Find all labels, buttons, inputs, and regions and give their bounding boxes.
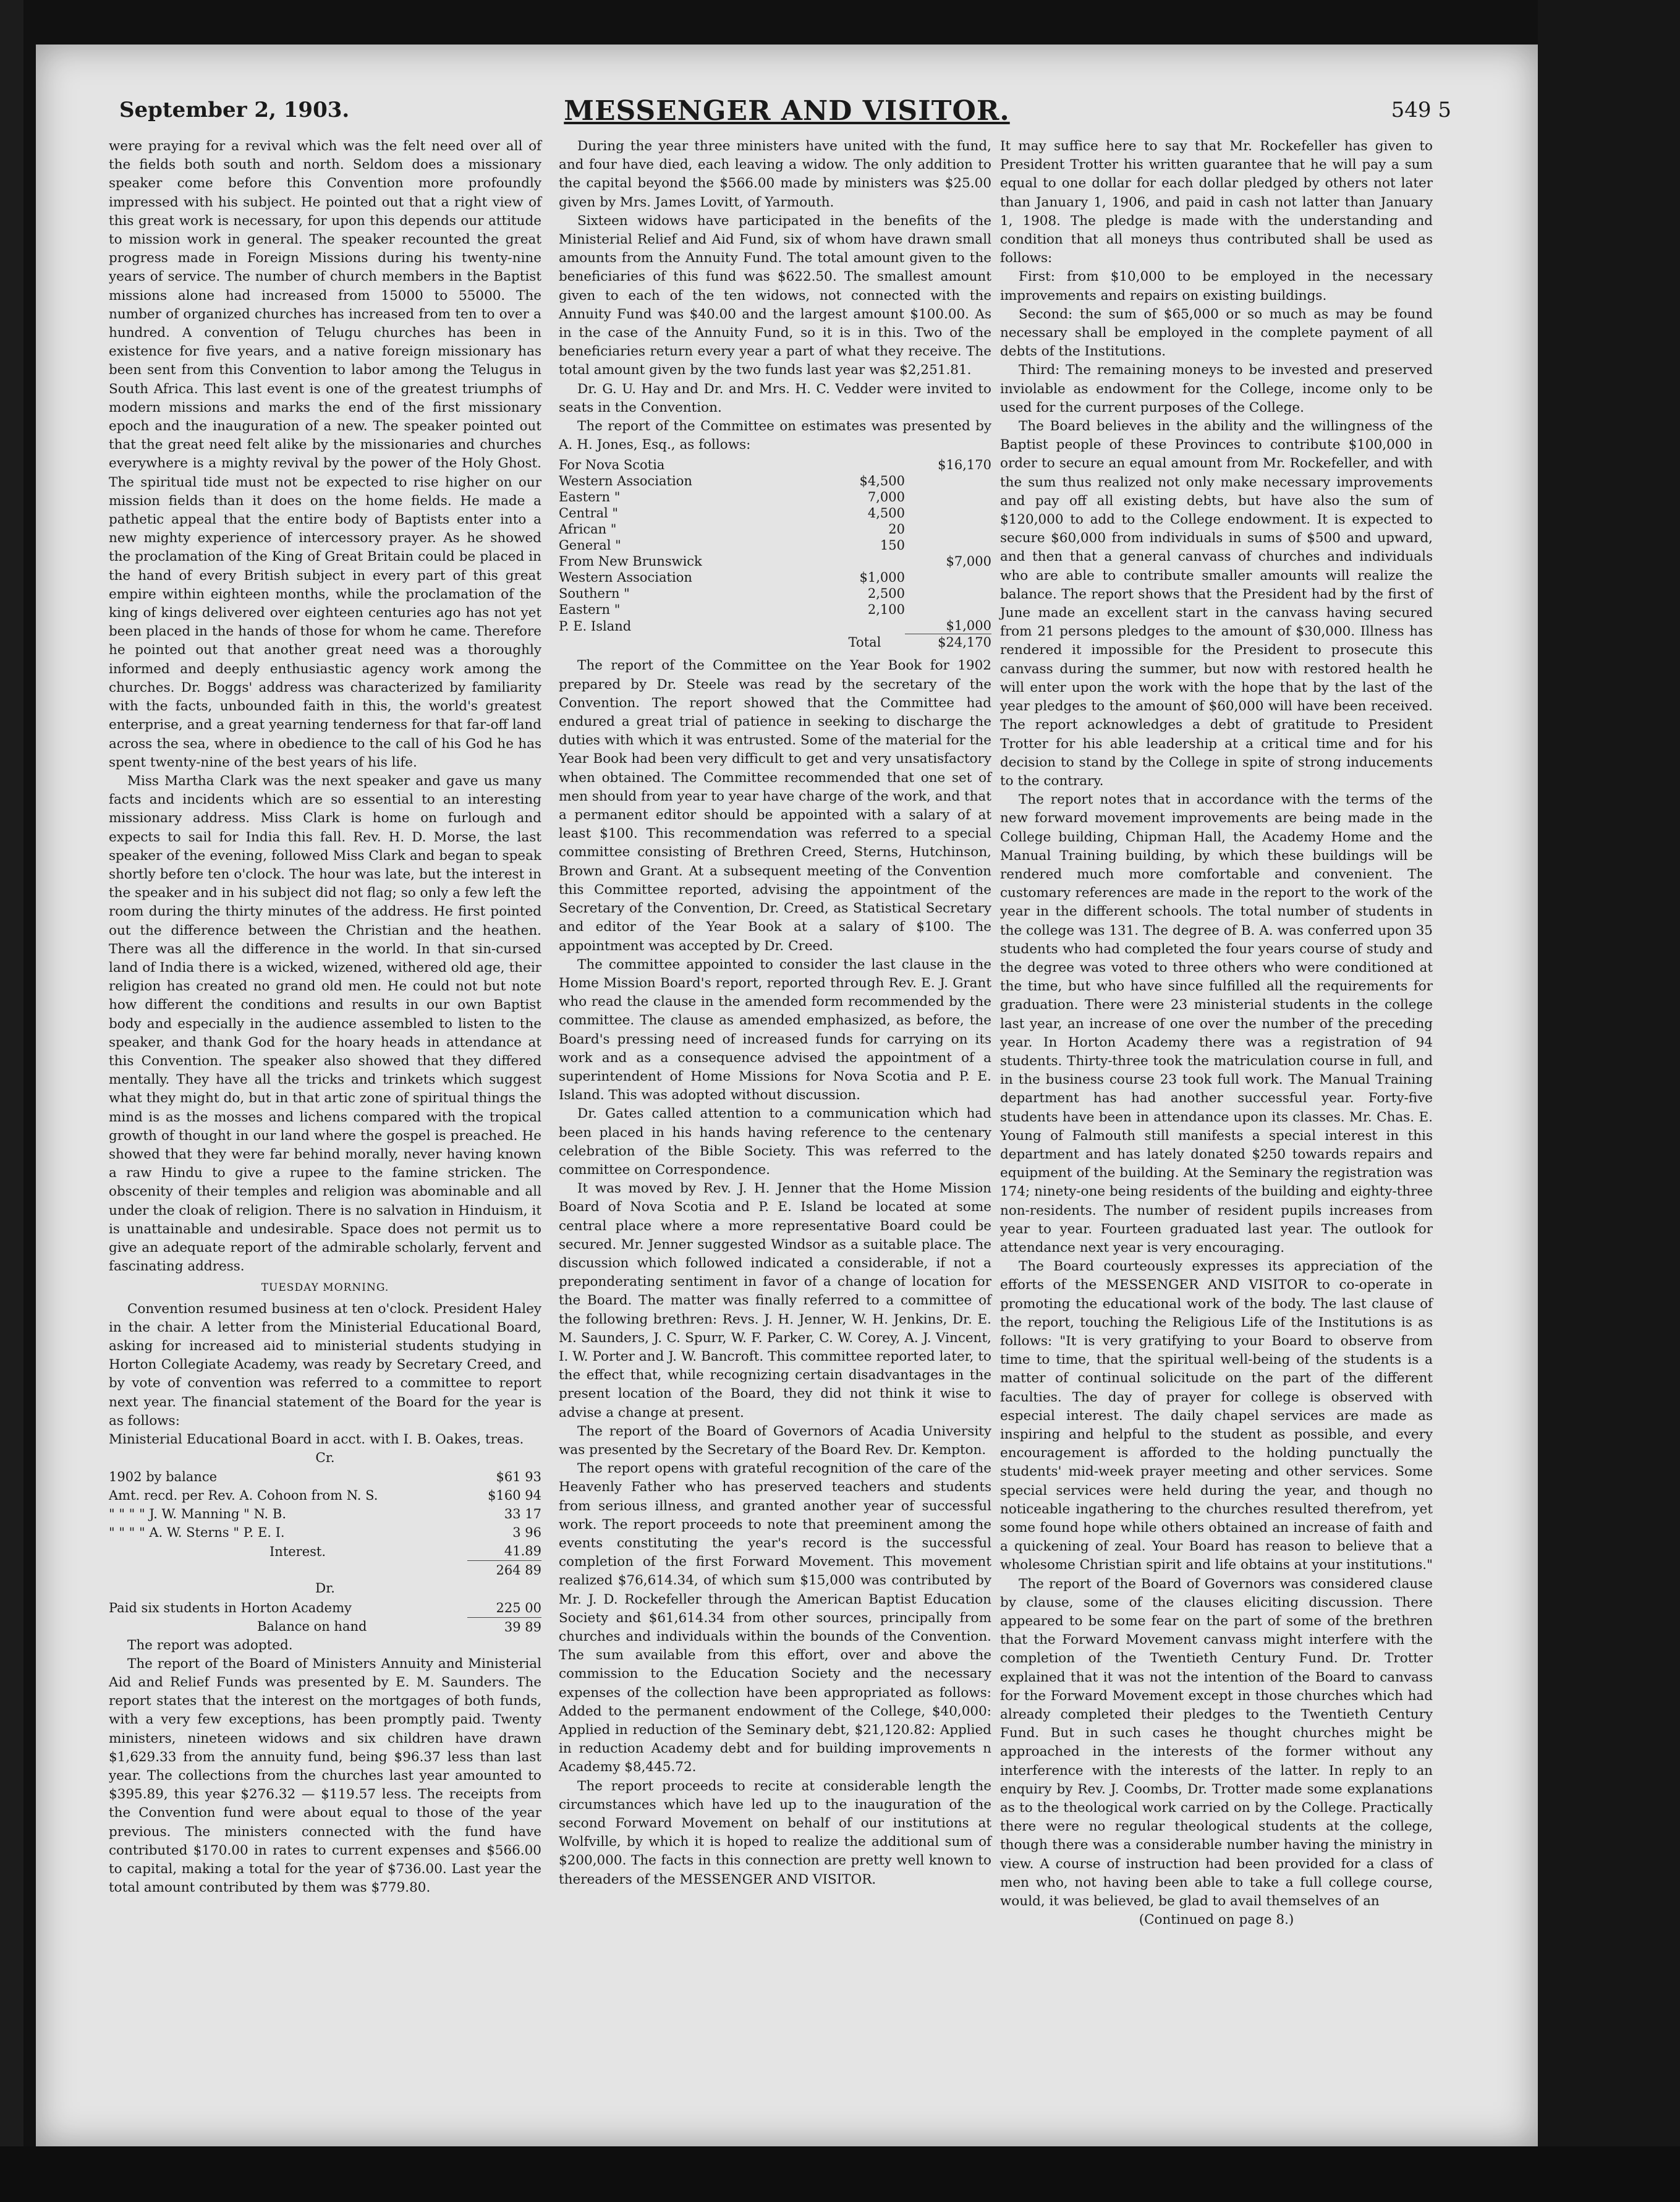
paragraph: The committee appointed to consider the last clause in the Home Mission Board's report, reported through Rev. E. J. Grant who read the clause in the amended form recommended by the committee. The clause as amended emphasized, as before, the Board's pressing need of increased funds for carrying on its work and as a consequence advised the appointment of a superintendent of Home Missions for Nova Scotia and P. E. Island. This was adopted without discussion. bbox=[559, 956, 991, 1103]
column-3 bbox=[1000, 137, 1433, 1930]
debit-heading: Dr. bbox=[315, 1581, 335, 1597]
table-row: African " 20 bbox=[559, 522, 905, 537]
paragraph: It was moved by Rev. J. H. Jenner that the Home Mission Board of Nova Scotia and P. E. Island be located at some central place where a more representative Board could be secured. Mr. Jenner suggested Windsor as a suitable place. The discussion which followed indicated a considerable, if not a preponderating sentiment in favor of a change of location for the Board. The matter was finally referred to a committee of the following brethren: Revs. J. H. Jenner, W. H. Jenkins, Dr. E. M. Saunders, J. C. Spurr, W. F. Parker, C. W. Corey, A. J. Vincent, I. W. Porter and J. W. Bancroft. This committee reported later, to the effect that, while recognizing certain disadvantages in the present location of the Board, they did not think it wise to advise a change at present. bbox=[559, 1181, 991, 1421]
paragraph: The report opens with grateful recognition of the care of the Heavenly Father who has preserved teachers and students from serious illness, and granted another year of successful work. The report proceeds to note that preeminent among the events constituting the year's record is the successful completion of the first Forward Movement. This movement realized $76,614.34, of which sum $15,000 was contributed by Mr. J. D. Rockefeller through the American Baptist Education Society and $61,614.34 from other sources, principally from churches and individuals within the bounds of the Convention. The sum available from this effort, over and above the commission to the Education Society and the necessary expenses of the collection have been appropriated as follows: Added to the permanent endowment of the College, $40,000: Applied in reduction of the Seminary debt, $21,120.82: Applied in reduction Academy debt and for building improvements n Academy $8,445.72. bbox=[559, 1461, 991, 1775]
table-row: Interest. 41.89 bbox=[269, 1544, 541, 1559]
estimates-table bbox=[559, 457, 991, 650]
paragraph: Second: the sum of $65,000 or so much as may be found necessary shall be employed in the complete payment of all debts of the Institutions. bbox=[1000, 306, 1433, 360]
credit-heading: Cr. bbox=[315, 1450, 335, 1466]
table-row: Total $24,170 bbox=[848, 635, 991, 650]
table-row: Paid six students in Horton Academy 225 00 bbox=[109, 1599, 541, 1618]
paragraph: The report of the Board of Governors of Acadia University was presented by the Secretary of the Board Rev. Dr. Kempton. bbox=[559, 1423, 991, 1458]
paragraph: During the year three ministers have united with the fund, and four have died, each leaving a widow. The only addition to the capital beyond the $566.00 made by ministers was $25.00 given by Mrs. James Lovitt, of Yarmouth. bbox=[559, 138, 991, 210]
masthead-title: MESSENGER AND VISITOR. bbox=[564, 95, 1010, 127]
table-row: 1902 by balance $61 93 bbox=[109, 1469, 541, 1485]
paragraph: The report notes that in accordance with the terms of the new forward movement improvements are being made in the College building, Chipman Hall, the Academy Home and the Manual Training building, by which these buildings will be rendered much more comfortable and convenient. The customary references are made in the report to the work of the year in the different schools. The total number of students in the college was 131. The degree of B. A. was conferred upon 35 students who had completed the four years course of study and the degree was voted to three others who were conditioned at the time, but who have since fulfilled all the requirements for graduation. There were 23 ministerial students in the college last year, an increase of one over the number of the preceding year. In Horton Academy there was a registration of 94 students. Thirty-three took the matriculation course in full, and in the business course 23 took full work. The Manual Training department has had another successful year. Forty-five students have been in attendance upon its classes. Mr. Chas. E. Young of Falmouth still manifests a special interest in this department and has lately donated $250 towards repairs and equipment of the building. At the Seminary the registration was 174; ninety-one being residents of the building and eighty-three non-residents. The number of resident pupils increases from year to year. Fourteen graduated last year. The outlook for attendance next year is very encouraging. bbox=[1000, 792, 1433, 1256]
paragraph: The report of the Board of Ministers Annuity and Ministerial Aid and Relief Funds was presented by E. M. Saunders. The report states that the interest on the mortgages of both funds, with a very few exceptions, has been promptly paid. Twenty ministers, nineteen widows and six children have drawn $1,629.33 from the annuity fund, being $96.37 less than last year. The collections from the churches last year amounted to $395.89, this year $276.32 — $119.57 less. The receipts from the Convention fund were about equal to those of the year previous. The ministers connected with the fund have contributed $170.00 in rates to current expenses and $566.00 to capital, making a total for the year of $736.00. Last year the total amount contributed by them was $779.80. bbox=[109, 1656, 541, 1896]
table-row: Amt. recd. per Rev. A. Cohoon from N. S. $160 94 bbox=[109, 1488, 541, 1503]
paragraph: Sixteen widows have participated in the benefits of the Ministerial Relief and Aid Fund, six of whom have drawn small amounts from the Annuity Fund. The total amount given to the beneficiaries of this fund was $622.50. The smallest amount given to each of the ten widows, not connected with the Annuity Fund was $40.00 and the largest amount $100.00. As in the case of the Annuity Fund, so it is in this. Two of the beneficiaries return every year a part of what they receive. The total amount given by the two funds last year was $2,251.81. bbox=[559, 213, 991, 378]
table-row: For Nova Scotia $16,170 bbox=[559, 457, 991, 473]
column-2 bbox=[559, 137, 991, 1889]
table-row: Balance on hand 39 89 bbox=[257, 1619, 541, 1634]
paragraph: It may suffice here to say that Mr. Rockefeller has given to President Trotter his written guarantee that he will pay a sum equal to one dollar for each dollar pledged by others not later than January 1, 1906, and paid in cash not latter than January 1, 1908. The pledge is made with the understanding and condition that all moneys thus contributed shall be used as follows: bbox=[1000, 138, 1433, 266]
paragraph: Third: The remaining moneys to be invested and preserved inviolable as endowment for the College, income only to be used for the current purposes of the College. bbox=[1000, 362, 1433, 415]
paragraph: The Board believes in the ability and the willingness of the Baptist people of these Provinces to contribute $100,000 in order to secure an equal amount from Mr. Rockefeller, and with the sum thus realized not only make necessary improvements and pay off all existing debts, but have also the sum of $120,000 to add to the College endowment. It is expected to secure $60,000 from individuals in sums of $500 and upward, and then that a general canvass of churches and individuals who are able to contribute smaller amounts will realize the balance. The report shows that the President had by the first of June made an excellent start in the canvass having secured from 21 persons pledges to the amount of $30,000. Illness has rendered it impossible for the President to prosecute this canvass during the summer, but now with restored health he will enter upon the work with the hope that by the last of the year pledges to the amount of $60,000 will have been received. The report acknowledges a debt of gratitude to President Trotter for his able leadership at a critical time and for his decision to stand by the College in spite of strong inducements to the contrary. bbox=[1000, 419, 1433, 789]
issue-date: September 2, 1903. bbox=[119, 98, 350, 122]
table-row: 264 89 bbox=[109, 1561, 541, 1580]
account-title: Ministerial Educational Board in acct. with I. B. Oakes, treas. bbox=[109, 1432, 524, 1448]
film-border-bottom bbox=[0, 2146, 1680, 2202]
table-row: Southern " 2,500 bbox=[559, 586, 905, 602]
table-row: Eastern " 7,000 bbox=[559, 490, 905, 505]
newspaper-page bbox=[36, 45, 1538, 2146]
paragraph: The report proceeds to recite at considerable length the circumstances which have led up to the inauguration of the second Forward Movement on behalf of our institutions at Wolfville, by which it is hoped to realize the additional sum of $200,000. The facts in this connection are pretty well known to thereaders of the MESSENGER AND VISITOR. bbox=[559, 1778, 991, 1887]
paragraph: The report of the Board of Governors was considered clause by clause, some of the clauses eliciting discussion. There appeared to be some fear on the part of some of the brethren that the Forward Movement canvass might interfere with the completion of the Twentieth Century Fund. Dr. Trotter explained that it was not the intention of the Board to canvass for the Forward Movement except in those churches which had already completed their pledges to the Twentieth Century Fund. But in such cases he thought churches might be approached in the interests of the former without any interference with the interests of the latter. In reply to an enquiry by Rev. J. Coombs, Dr. Trotter made some explanations as to the theological work carried on by the College. Practically there were no regular theological students at the college, though there was a considerable number having the ministry in view. A course of instruction had been provided for a class of men who, not having been able to take a full college course, would, it was believed, be glad to avail themselves of an bbox=[1000, 1576, 1433, 1910]
paragraph: Convention resumed business at ten o'clock. President Haley in the chair. A letter from the Ministerial Educational Board, asking for increased aid to ministerial students studying in Horton Collegiate Academy, was ready by Secretary Creed, and by vote of convention was referred to a committee to report next year. The financial statement of the Board for the year is as follows: bbox=[109, 1301, 541, 1429]
paragraph: First: from $10,000 to be employed in the necessary improvements and repairs on existing buildings. bbox=[1000, 269, 1433, 304]
continued-note: (Continued on page 8.) bbox=[1139, 1912, 1294, 1928]
section-heading: TUESDAY MORNING. bbox=[261, 1282, 389, 1294]
film-border-right bbox=[1538, 0, 1680, 2202]
table-row: P. E. Island $1,000 bbox=[559, 618, 991, 634]
paragraph: The report of the Committee on estimates was presented by A. H. Jones, Esq., as follows: bbox=[559, 419, 991, 453]
debit-table bbox=[109, 1599, 541, 1636]
paragraph: The report of the Committee on the Year Book for 1902 prepared by Dr. Steele was read by the secretary of the Convention. The report showed that the Committee had endured a great trial of patience in seeking to discharge the duties with which it was entrusted. Some of the material for the Year Book had been very difficult to get and very unsatisfactory when obtained. The Committee recommended that one set of men should from year to year have charge of the work, and that a permanent editor should be appointed with a salary of at least $100. This recommendation was referred to a special committee consisting of Brethren Creed, Sterns, Hutchinson, Brown and Grant. At a subsequent meeting of the Convention this Committee reported, advising the appointment of the Secretary of the Convention, Dr. Creed, as Statistical Secretary and editor of the Year Book at a salary of $100. The appointment was accepted by Dr. Creed. bbox=[559, 658, 991, 954]
paragraph: Dr. Gates called attention to a communication which had been placed in his hands having reference to the centenary celebration of the Bible Society. This was referred to the committee on Correspondence. bbox=[559, 1106, 991, 1178]
table-row: Western Association $1,000 bbox=[559, 570, 905, 585]
table-row: General " 150 bbox=[559, 538, 905, 553]
page-header bbox=[36, 69, 1538, 137]
paragraph: Miss Martha Clark was the next speaker and gave us many facts and incidents which are so essential to an interesting missionary address. Miss Clark is home on furlough and expects to sail for India this fall. Rev. H. D. Morse, the last speaker of the evening, followed Miss Clark and began to speak shortly before ten o'clock. The hour was late, but the interest in the speaker and in his subject did not flag; so only a few left the room during the thirty minutes of the address. He first pointed out the difference between the Christian and the heathen. There was all the difference in the world. In that sin-cursed land of India there is a wicked, wizened, withered old age, their religion has created no grand old men. He could not but note how different the conditions and results in our own Baptist body and especially in the audience assembled to listen to the speaker, and thank God for the hoary heads in attendance at this Convention. The speaker also showed that they differed mentally. They have all the tricks and trinkets which suggest what they might do, but in that artic zone of spiritual things the mind is as the mosses and lichens compared with the tropical growth of thought in our land where the gospel is preached. He showed that they were far behind morally, never having known a raw Hindu to give a rupee to the famine stricken. The obscenity of their temples and religion was abominable and all under the cloak of religion. There is no salvation in Hinduism, it is unattainable and undesirable. Space does not permit us to give an adequate report of the admirable scholarly, fervent and fascinating address. bbox=[109, 773, 541, 1275]
paragraph: Dr. G. U. Hay and Dr. and Mrs. H. C. Vedder were invited to seats in the Convention. bbox=[559, 381, 991, 415]
table-row: Central " 4,500 bbox=[559, 506, 905, 521]
column-1 bbox=[109, 137, 541, 1897]
table-row: From New Brunswick $7,000 bbox=[559, 554, 991, 569]
credit-table bbox=[109, 1468, 541, 1579]
film-border-left bbox=[0, 0, 23, 2202]
table-row: Western Association $4,500 bbox=[559, 474, 905, 489]
table-row: " " " " J. W. Manning " N. B. 33 17 bbox=[109, 1507, 541, 1522]
paragraph: The Board courteously expresses its appreciation of the efforts of the MESSENGER AND VISITOR to co-operate in promoting the educational work of the body. The last clause of the report, touching the Religious Life of the Institutions is as follows: "It is very gratifying to your Board to observe from time to time, that the spiritual well-being of the students is a matter of continual solicitude on the part of the different faculties. The day of prayer for college is observed with especial interest. The daily chapel services are made as inspiring and helpful to the student as possible, and every encouragement is afforded to the holding punctually the students' mid-week prayer meeting and other services. Some special services were held during the year, and though no noticeable ingathering to the churches resulted therefrom, yet some found hope while others obtained an increase of faith and a quickening of zeal. Your Board has reason to believe that a wholesome Christian spirit and life obtains at your institutions." bbox=[1000, 1259, 1433, 1573]
paragraph: were praying for a revival which was the felt need over all of the fields both south and north. Seldom does a missionary speaker come before this Convention more profoundly impressed with his subject. He pointed out that a right view of this great work is necessary, for upon this depends our attitude to mission work in general. The speaker recounted the great progress made in Foreign Missions during his twenty-nine years of service. The number of church members in the Baptist missions alone had increased from 15000 to 55000. The number of organized churches has increased from ten to over a hundred. A convention of Telugu churches has been in existence for five years, and a native foreign missionary has been sent from this Convention to labor among the Telugus in South Africa. This last event is one of the greatest triumphs of modern missions and marks the end of the first missionary epoch and the inauguration of a new. The speaker pointed out that the great need felt alike by the missionaries and churches everywhere is a mighty revival by the power of the Holy Ghost. The spiritual tide must not be expected to rise higher on our mission fields than it does on the home fields. He made a pathetic appeal that the entire body of Baptists enter into a new mighty experience of intercessory prayer. As he showed the proclamation of the King of Great Britain could be placed in the hand of every British subject in every part of this great empire within eighteen months, while the proclamation of the king of kings delivered over eighteen centuries ago has not yet been placed in the hands of those for whom he came. Therefore he pointed out that another great need was a thoroughly informed and deeply enthusiastic agency work among the churches. Dr. Boggs' address was characterized by familiarity with the facts, unbounded faith in this, the world's greatest enterprise, and a great yearning tenderness for that far-off land across the sea, where in obedience to the call of his God he has spent twenty-nine of the best years of his life. bbox=[109, 138, 541, 770]
paragraph: The report was adopted. bbox=[127, 1637, 293, 1653]
page-number: 549 5 bbox=[1391, 98, 1451, 122]
table-row: Eastern " 2,100 bbox=[559, 602, 905, 618]
table-row: " " " " A. W. Sterns " P. E. I. 3 96 bbox=[109, 1525, 541, 1541]
